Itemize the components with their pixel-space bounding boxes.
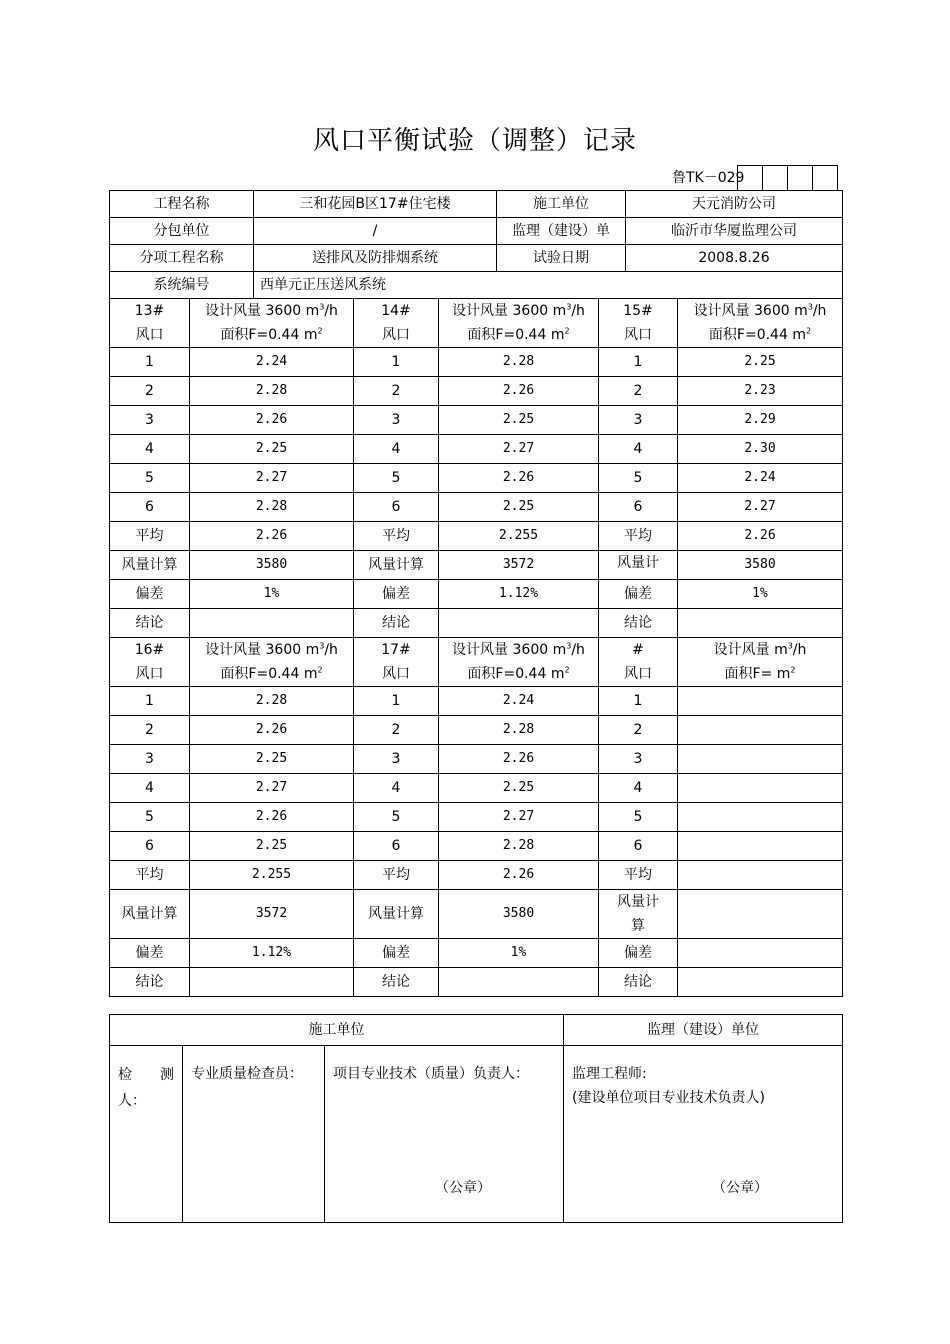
design-flow-unit-suffix: /h [571,642,585,658]
supervisor: 临沂市华厦监理公司 [626,218,843,245]
outlet-label: 风口 [135,666,164,682]
flow-calc-value: 3580 [439,890,599,939]
area-label: 面积F=0.44 [220,327,304,343]
velocity-value [678,716,843,745]
outlet-index: 3 [599,745,678,774]
design-cell [678,638,843,687]
flow-calc-label: 风量计 算 [599,890,678,939]
outlet-no-cell [354,638,439,687]
outlet-index: 3 [354,406,439,435]
outlet-index: 6 [110,832,190,861]
flow-calc-value [678,890,843,939]
measurement-row [110,803,843,832]
outlet-index: 1 [354,687,439,716]
quality-inspector-label: 专业质量检查员： [191,1066,303,1082]
design-flow-unit-suffix: /h [812,303,827,319]
average-value: 2.26 [190,522,354,551]
velocity-value: 2.26 [190,406,354,435]
area-unit: m [776,666,791,682]
signature-header-row [110,1015,843,1046]
average-row [110,522,843,551]
unit-exponent: 2 [564,326,570,336]
outlet-index: 5 [599,464,678,493]
velocity-value: 2.27 [678,493,843,522]
velocity-value: 2.25 [439,406,599,435]
deviation-row [110,580,843,609]
unit-exponent: 3 [319,641,325,651]
outlet-index: 6 [599,493,678,522]
velocity-value: 2.29 [678,406,843,435]
velocity-value: 2.27 [439,803,599,832]
velocity-value [678,687,843,716]
deviation-label: 偏差 [599,939,678,968]
velocity-value: 2.28 [190,493,354,522]
outlet-no-cell [354,299,439,348]
velocity-value: 2.28 [190,377,354,406]
outlet-index: 3 [110,406,190,435]
conclusion-label: 结论 [110,609,190,638]
area [678,662,842,686]
design-cell [190,638,354,687]
subproject: 送排风及防排烟系统 [254,245,497,272]
unit-exponent: 3 [787,641,793,651]
velocity-value: 2.26 [190,803,354,832]
area-label: 面积F=0.44 [708,327,793,343]
design-flow-unit: m [794,303,808,319]
outlet-index: 1 [599,348,678,377]
design-flow-unit-suffix: /h [324,303,338,319]
outlet-index: 6 [110,493,190,522]
sig-supervisor-label: 监理（建设）单位 [564,1015,843,1046]
average-label: 平均 [110,861,190,890]
design-flow [439,299,598,323]
area-label: 面积F=0.44 [467,666,551,682]
outlet-header-row [110,638,843,687]
subcontractor-label: 分包单位 [110,218,254,245]
outlet-no-cell [110,299,190,348]
average-label: 平均 [354,522,439,551]
outlet-index: 1 [110,687,190,716]
unit-exponent: 3 [807,302,813,312]
measurement-row [110,435,843,464]
flow-calc-label: 风量计 [599,551,678,580]
deviation-value: 1.12% [190,939,354,968]
design-flow [190,638,353,662]
average-value [678,861,843,890]
measurement-row [110,745,843,774]
design-flow-label: 设计风量 3600 [452,642,553,658]
velocity-value: 2.30 [678,435,843,464]
deviation-label: 偏差 [354,580,439,609]
deviation-value: 1% [439,939,599,968]
form-code [672,164,744,190]
velocity-value: 2.27 [439,435,599,464]
flow-calc-row [110,551,843,580]
flow-calc-label: 风量计算 [110,890,190,939]
outlet-index: 5 [354,464,439,493]
outlet-index: 2 [110,377,190,406]
velocity-value: 2.28 [439,348,599,377]
outlet-index: 3 [110,745,190,774]
outlet-index: 1 [354,348,439,377]
area-unit: m [550,327,565,343]
deviation-label: 偏差 [354,939,439,968]
outlet-index: 3 [354,745,439,774]
outlet-index: 6 [599,832,678,861]
design-flow-label: 设计风量 3600 [205,303,306,319]
unit-exponent: 2 [317,665,323,675]
area-unit: m [792,327,806,343]
unit-exponent: 3 [319,302,325,312]
velocity-value: 2.26 [439,464,599,493]
inspector-label: 检 测 人： [118,1067,174,1109]
subcontractor: / [254,218,497,245]
design-flow-unit: m [774,642,788,658]
page-title: 风口平衡试验（调整）记录 [312,126,637,156]
average-label: 平均 [110,522,190,551]
design-cell [190,299,354,348]
header-table [109,190,843,299]
velocity-value: 2.26 [190,716,354,745]
measurement-row [110,687,843,716]
outlet-label: 风口 [135,327,164,343]
conclusion-value [678,609,843,638]
outlet-no: # [632,642,644,658]
outlet-no: 15# [623,303,653,319]
deviation-label: 偏差 [110,580,190,609]
outlet-index: 3 [599,406,678,435]
velocity-value: 2.24 [190,348,354,377]
measurement-table [109,298,843,997]
measurement-row [110,377,843,406]
conclusion-label: 结论 [110,968,190,997]
measurement-row [110,774,843,803]
project-name: 三和花园B区17#住宅楼 [254,191,497,218]
conclusion-label: 结论 [599,968,678,997]
velocity-value: 2.26 [439,745,599,774]
outlet-no: 14# [381,303,411,319]
unit-exponent: 2 [564,665,570,675]
area [190,662,353,686]
velocity-value [678,774,843,803]
design-flow-unit: m [552,642,567,658]
measurement-row [110,493,843,522]
header-row [110,245,843,272]
outlet-index: 4 [110,435,190,464]
velocity-value [678,745,843,774]
velocity-value: 2.25 [439,774,599,803]
average-value: 2.26 [439,861,599,890]
code-box [787,165,813,191]
velocity-value: 2.24 [678,464,843,493]
outlet-index: 2 [599,377,678,406]
flow-calc-label: 风量计算 [110,551,190,580]
supervisor-label: 监理（建设）单 [497,218,626,245]
velocity-value: 2.26 [439,377,599,406]
outlet-index: 4 [354,774,439,803]
outlet-no-cell [110,638,190,687]
subproject-label: 分项工程名称 [110,245,254,272]
flow-calc-value: 3572 [190,890,354,939]
design-flow-unit-suffix: /h [571,303,585,319]
outlet-index: 2 [354,716,439,745]
average-value: 2.255 [439,522,599,551]
area-unit: m [550,666,565,682]
design-cell [439,299,599,348]
velocity-value: 2.23 [678,377,843,406]
flow-calc-label: 风量计算 [354,890,439,939]
system-no: 西单元正压送风系统 [254,272,843,299]
design-flow-label: 设计风量 [713,642,775,658]
flow-calc-value: 3572 [439,551,599,580]
outlet-index: 5 [110,464,190,493]
outlet-index: 2 [110,716,190,745]
outlet-index: 6 [354,493,439,522]
measurement-row [110,406,843,435]
owner-tech-lead-label: (建设单位项目专业技术负责人) [572,1090,765,1106]
velocity-value [678,803,843,832]
design-flow [439,638,598,662]
supervisor-seal-label: （公章） [712,1180,768,1196]
outlet-no: 13# [134,303,165,319]
code-box [737,165,763,191]
project-name-label: 工程名称 [110,191,254,218]
unit-exponent: 2 [790,665,796,675]
contractor-seal-label: （公章） [435,1180,491,1196]
design-flow [190,299,353,323]
header-row [110,191,843,218]
code-box [762,165,788,191]
velocity-value [678,832,843,861]
header-row [110,218,843,245]
outlet-label: 风口 [382,666,410,682]
flow-calc-value: 3580 [190,551,354,580]
conclusion-row [110,609,843,638]
velocity-value: 2.25 [678,348,843,377]
area [439,323,598,347]
deviation-value [678,939,843,968]
outlet-index: 6 [354,832,439,861]
conclusion-value [190,968,354,997]
unit-exponent: 2 [317,326,323,336]
design-flow-label: 设计风量 3600 [452,303,553,319]
area-label: 面积F=0.44 [467,327,551,343]
conclusion-label: 结论 [354,968,439,997]
average-label: 平均 [599,861,678,890]
outlet-label: 风口 [382,327,410,343]
area [678,323,842,347]
velocity-value: 2.28 [439,716,599,745]
flow-calc-row [110,890,843,939]
deviation-label: 偏差 [110,939,190,968]
flow-calc-label: 风量计算 [354,551,439,580]
code-box [812,165,838,191]
design-cell [439,638,599,687]
average-row [110,861,843,890]
design-flow-unit: m [305,303,320,319]
conclusion-value [190,609,354,638]
design-flow-unit: m [552,303,567,319]
area-unit: m [303,327,318,343]
velocity-value: 2.25 [190,435,354,464]
outlet-index: 2 [599,716,678,745]
velocity-value: 2.25 [190,832,354,861]
outlet-index: 2 [354,377,439,406]
outlet-header-row [110,299,843,348]
average-value: 2.255 [190,861,354,890]
velocity-value: 2.25 [439,493,599,522]
velocity-value: 2.24 [439,687,599,716]
measurement-row [110,348,843,377]
outlet-index: 5 [599,803,678,832]
design-flow-unit-suffix: /h [792,642,807,658]
conclusion-label: 结论 [354,609,439,638]
average-value: 2.26 [678,522,843,551]
unit-exponent: 3 [566,302,572,312]
design-flow [678,299,842,323]
form-code-text: 鲁TK－029 [672,170,745,186]
test-date: 2008.8.26 [626,245,843,272]
supervising-engineer-label: 监理工程师: [572,1066,647,1082]
area-unit: m [303,666,318,682]
deviation-value: 1.12% [439,580,599,609]
velocity-value: 2.27 [190,774,354,803]
velocity-value: 2.28 [439,832,599,861]
outlet-index: 4 [599,435,678,464]
outlet-index: 4 [110,774,190,803]
outlet-index: 1 [110,348,190,377]
design-flow-unit-suffix: /h [324,642,338,658]
area [190,323,353,347]
velocity-value: 2.27 [190,464,354,493]
area-label: 面积F=0.44 [220,666,304,682]
signature-table [109,1014,843,1223]
outlet-index: 1 [599,687,678,716]
signature-body-row [110,1046,843,1223]
conclusion-label: 结论 [599,609,678,638]
system-no-label: 系统编号 [110,272,254,299]
design-cell [678,299,843,348]
outlet-label: 风口 [624,327,652,343]
outlet-index: 5 [354,803,439,832]
conclusion-value [439,609,599,638]
outlet-no-cell [599,299,678,348]
average-label: 平均 [354,861,439,890]
velocity-value: 2.25 [190,745,354,774]
tech-lead-label: 项目专业技术（质量）负责人： [333,1066,529,1082]
area-label: 面积F= [724,666,777,682]
form-code-boxes [738,165,838,191]
test-date-label: 试验日期 [497,245,626,272]
measurement-row [110,464,843,493]
outlet-no: 16# [134,642,165,658]
velocity-value: 2.28 [190,687,354,716]
outlet-index: 4 [354,435,439,464]
deviation-row [110,939,843,968]
outlet-no: 17# [381,642,411,658]
contractor-label: 施工单位 [497,191,626,218]
design-flow-unit: m [305,642,320,658]
deviation-value: 1% [678,580,843,609]
measurement-row [110,716,843,745]
outlet-label: 风口 [624,666,652,682]
measurement-row [110,832,843,861]
unit-exponent: 2 [805,326,812,336]
design-flow-label: 设计风量 3600 [693,303,795,319]
area [439,662,598,686]
deviation-label: 偏差 [599,580,678,609]
conclusion-value [678,968,843,997]
conclusion-value [439,968,599,997]
design-flow-label: 设计风量 3600 [205,642,306,658]
conclusion-row [110,968,843,997]
outlet-no-cell [599,638,678,687]
header-row [110,272,843,299]
unit-exponent: 3 [566,641,572,651]
flow-calc-value: 3580 [678,551,843,580]
contractor: 天元消防公司 [626,191,843,218]
deviation-value: 1% [190,580,354,609]
design-flow [678,638,842,662]
sig-contractor-label: 施工单位 [110,1015,564,1046]
outlet-index: 5 [110,803,190,832]
outlet-index: 4 [599,774,678,803]
average-label: 平均 [599,522,678,551]
